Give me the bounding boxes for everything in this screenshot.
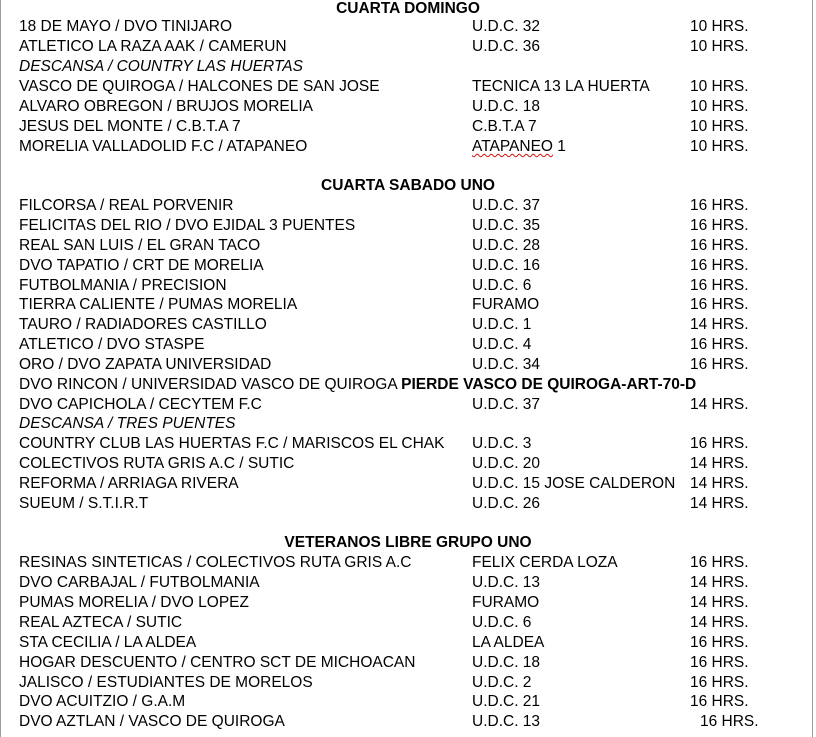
time-cell: 16 HRS. (690, 674, 749, 691)
time-cell: 14 HRS. (690, 475, 749, 492)
table-row (19, 573, 809, 593)
time-cell: 16 HRS. (690, 257, 749, 274)
table-row (19, 335, 809, 355)
venue-cell: U.D.C. 36 (472, 38, 541, 55)
table-row (19, 117, 809, 137)
venue-cell: U.D.C. 35 (472, 217, 541, 234)
time-cell: 14 HRS. (690, 495, 749, 512)
table-row (19, 712, 809, 732)
match-cell: TIERRA CALIENTE / PUMAS MORELIA (19, 296, 298, 313)
venue-cell: U.D.C. 6 (472, 277, 532, 294)
venue-cell (472, 137, 566, 157)
table-row (19, 633, 809, 653)
time-cell: 16 HRS. (690, 237, 749, 254)
match-cell: ATLETICO / DVO STASPE (19, 336, 205, 353)
time-cell: 16 HRS. (690, 634, 749, 651)
match-cell: JALISCO / ESTUDIANTES DE MORELOS (19, 674, 313, 691)
match-cell: REFORMA / ARRIAGA RIVERA (19, 475, 239, 492)
match-cell: ATLETICO LA RAZA AAK / CAMERUN (19, 38, 287, 55)
time-cell: 16 HRS. (690, 554, 749, 571)
table-row (19, 653, 809, 673)
match-cell: HOGAR DESCUENTO / CENTRO SCT DE MICHOACAN (19, 654, 416, 671)
venue-cell: U.D.C. 3 (472, 435, 532, 452)
table-row (19, 414, 809, 434)
table-row (19, 692, 809, 712)
time-cell: 16 HRS. (690, 435, 749, 452)
venue-cell: U.D.C. 2 (472, 674, 532, 691)
table-row (19, 276, 809, 296)
venue-cell: U.D.C. 28 (472, 237, 541, 254)
match-cell (19, 375, 696, 395)
table-row (19, 97, 809, 117)
match-cell: DVO ACUITZIO / G.A.M (19, 693, 186, 710)
venue-cell: TECNICA 13 LA HUERTA (472, 78, 650, 95)
table-row (19, 57, 809, 77)
match-cell: FELICITAS DEL RIO / DVO EJIDAL 3 PUENTES (19, 217, 356, 234)
table-row (19, 315, 809, 335)
table-row (19, 196, 809, 216)
venue-cell: LA ALDEA (472, 634, 545, 651)
table-row (19, 454, 809, 474)
match-cell: 18 DE MAYO / DVO TINIJARO (19, 18, 233, 35)
time-cell: 10 HRS. (690, 118, 749, 135)
match-cell: PUMAS MORELIA / DVO LOPEZ (19, 594, 249, 611)
venue-cell: U.D.C. 26 (472, 495, 541, 512)
venue-cell: U.D.C. 32 (472, 18, 541, 35)
venue-cell: U.D.C. 4 (472, 336, 532, 353)
match-text: DVO RINCON / UNIVERSIDAD VASCO DE QUIROGA (19, 376, 397, 393)
table-row (19, 216, 809, 236)
match-cell: ORO / DVO ZAPATA UNIVERSIDAD (19, 356, 272, 373)
table-row (19, 494, 809, 514)
match-cell: DVO AZTLAN / VASCO DE QUIROGA (19, 713, 285, 730)
time-cell: 16 HRS. (690, 693, 749, 710)
table-row (19, 395, 809, 415)
venue-cell: U.D.C. 16 (472, 257, 541, 274)
venue-cell: U.D.C. 20 (472, 455, 541, 472)
match-cell: COLECTIVOS RUTA GRIS A.C / SUTIC (19, 455, 295, 472)
match-cell: VASCO DE QUIROGA / HALCONES DE SAN JOSE (19, 78, 380, 95)
venue-cell: U.D.C. 13 (472, 574, 541, 591)
match-cell: FILCORSA / REAL PORVENIR (19, 197, 234, 214)
time-cell: 14 HRS. (690, 574, 749, 591)
match-cell: DVO CARBAJAL / FUTBOLMANIA (19, 574, 260, 591)
section-title-veteranos-libre-grupo-uno: VETERANOS LIBRE GRUPO UNO (284, 534, 532, 551)
time-cell: 16 HRS. (690, 654, 749, 671)
table-row (19, 77, 809, 97)
match-cell: JESUS DEL MONTE / C.B.T.A 7 (19, 118, 241, 135)
time-cell: 10 HRS. (690, 98, 749, 115)
venue-cell: U.D.C. 13 (472, 713, 541, 730)
time-cell: 14 HRS. (690, 614, 749, 631)
time-cell: 16 HRS. (700, 713, 759, 730)
match-cell: ALVARO OBREGON / BRUJOS MORELIA (19, 98, 313, 115)
table-row (19, 17, 809, 37)
table-row (19, 613, 809, 633)
time-cell: 14 HRS. (690, 455, 749, 472)
venue-cell: FURAMO (472, 296, 540, 313)
venue-cell: U.D.C. 34 (472, 356, 541, 373)
table-row (19, 553, 809, 573)
venue-cell: U.D.C. 18 (472, 654, 541, 671)
match-cell: FUTBOLMANIA / PRECISION (19, 277, 227, 294)
time-cell: 16 HRS. (690, 296, 749, 313)
venue-cell: U.D.C. 18 (472, 98, 541, 115)
table-row (19, 236, 809, 256)
spellcheck-word: ATAPANEO (472, 138, 553, 155)
venue-cell: U.D.C. 1 (472, 316, 532, 333)
venue-cell: U.D.C. 37 (472, 197, 541, 214)
forfeit-note: PIERDE VASCO DE QUIROGA-ART-70-D (401, 376, 697, 393)
bye-cell: DESCANSA / COUNTRY LAS HUERTAS (19, 58, 303, 75)
table-row (19, 474, 809, 494)
match-cell: REAL SAN LUIS / EL GRAN TACO (19, 237, 261, 254)
time-cell: 10 HRS. (690, 78, 749, 95)
time-cell: 10 HRS. (690, 138, 749, 155)
section-title-cuarta-domingo: CUARTA DOMINGO (336, 0, 480, 17)
bye-cell: DESCANSA / TRES PUENTES (19, 415, 236, 432)
time-cell: 16 HRS. (690, 277, 749, 294)
table-row (19, 593, 809, 613)
match-cell: DVO CAPICHOLA / CECYTEM F.C (19, 396, 262, 413)
match-cell: TAURO / RADIADORES CASTILLO (19, 316, 267, 333)
match-cell: STA CECILIA / LA ALDEA (19, 634, 197, 651)
table-row (19, 256, 809, 276)
match-cell: DVO TAPATIO / CRT DE MORELIA (19, 257, 264, 274)
table-row (19, 375, 809, 395)
time-cell: 16 HRS. (690, 336, 749, 353)
time-cell: 14 HRS. (690, 396, 749, 413)
match-cell: RESINAS SINTETICAS / COLECTIVOS RUTA GRIS A.C (19, 554, 412, 571)
venue-cell: C.B.T.A 7 (472, 118, 537, 135)
match-cell: REAL AZTECA / SUTIC (19, 614, 183, 631)
venue-cell: FURAMO (472, 594, 540, 611)
venue-cell: U.D.C. 15 JOSE CALDERON (472, 475, 676, 492)
time-cell: 16 HRS. (690, 217, 749, 234)
time-cell: 10 HRS. (690, 38, 749, 55)
venue-suffix: 1 (552, 138, 566, 155)
venue-cell: U.D.C. 37 (472, 396, 541, 413)
match-cell: MORELIA VALLADOLID F.C / ATAPANEO (19, 138, 308, 155)
table-row (19, 673, 809, 693)
table-row (19, 137, 809, 157)
table-row (19, 37, 809, 57)
venue-cell: FELIX CERDA LOZA (472, 554, 618, 571)
time-cell: 14 HRS. (690, 594, 749, 611)
time-cell: 14 HRS. (690, 316, 749, 333)
match-cell: SUEUM / S.T.I.R.T (19, 495, 149, 512)
table-row (19, 295, 809, 315)
table-row (19, 434, 809, 454)
section-title-cuarta-sabado-uno: CUARTA SABADO UNO (321, 177, 495, 194)
time-cell: 16 HRS. (690, 356, 749, 373)
table-row (19, 355, 809, 375)
venue-cell: U.D.C. 6 (472, 614, 532, 631)
time-cell: 16 HRS. (690, 197, 749, 214)
match-cell: COUNTRY CLUB LAS HUERTAS F.C / MARISCOS EL CHAK (19, 435, 445, 452)
time-cell: 10 HRS. (690, 18, 749, 35)
venue-cell: U.D.C. 21 (472, 693, 541, 710)
